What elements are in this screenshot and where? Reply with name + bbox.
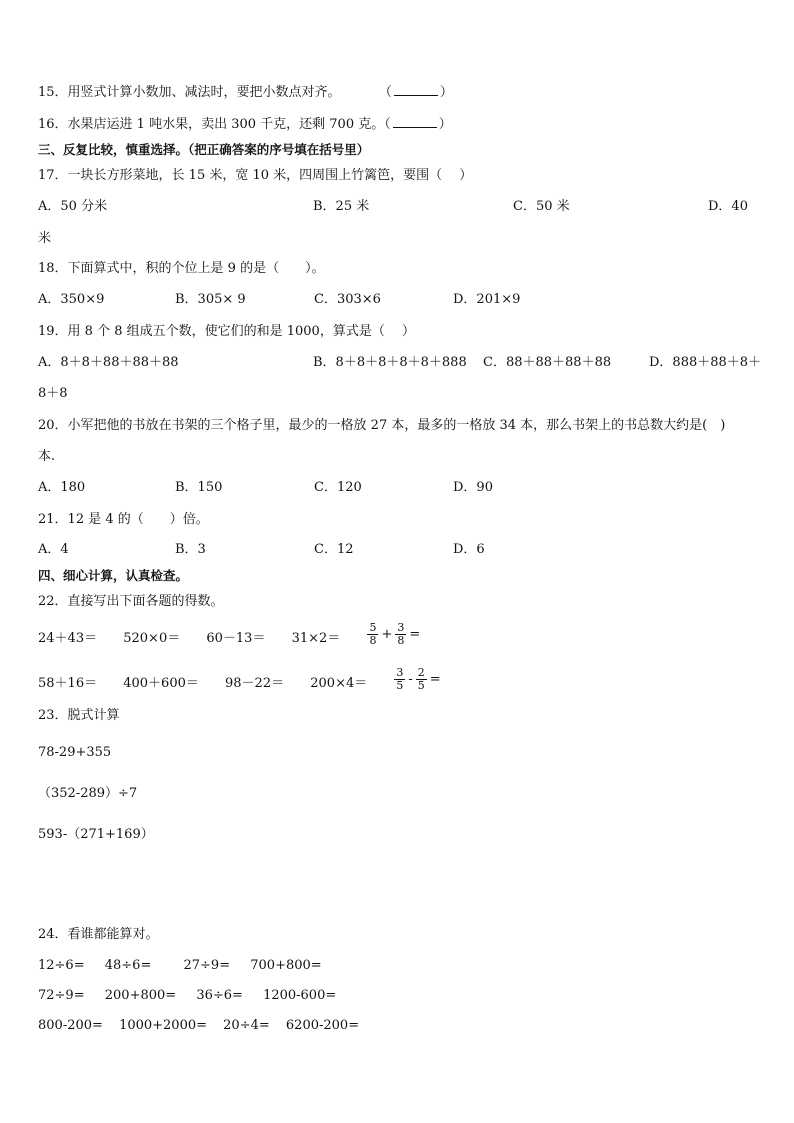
option-b[interactable]: B．25 米 [313,199,370,214]
fraction-expression: $\frac{5}{8}$ + $\frac{3}{8}$ = [369,621,421,647]
question-18: 18．下面算式中，积的个位上是 9 的是（ ）。 [38,261,325,276]
option-a[interactable]: A．8＋8＋88＋88＋88 [38,355,179,370]
option-b[interactable]: B．150 [175,480,223,495]
calc-item: 12÷6= [38,958,85,973]
section-4-heading: 四、细心计算，认真检查。 [38,568,189,583]
answer-bracket-open: （ [384,117,391,132]
answer-bracket-open: （ [378,85,392,100]
calc-item: 72÷9= [38,988,85,1003]
option-a[interactable]: A．180 [38,480,86,495]
calc-item: 24＋43＝ [38,631,98,646]
calc-item: 400＋600＝ [123,676,199,691]
calc-item: 1000+2000= [119,1018,208,1033]
calc-item: 800-200= [38,1018,103,1033]
option-d-wrap: 8＋8 [38,386,68,401]
question-21: 21．12 是 4 的（ ）倍。 [38,512,209,527]
calc-item: 98－22＝ [225,676,285,691]
calc-item: 6200-200= [285,1018,360,1033]
expression-item: （352-289）÷7 [38,786,138,801]
option-b[interactable]: B．8＋8＋8＋8＋8＋888 [313,355,467,370]
option-d[interactable]: D．90 [453,480,493,495]
question-22: 22．直接写出下面各题的得数。 [38,594,224,609]
option-a[interactable]: A．4 [38,542,69,557]
question-16 [38,116,452,133]
fraction-expression: $\frac{3}{5}$ - $\frac{2}{5}$ = [396,666,441,692]
question-15-text: 15．用竖式计算小数加、减法时，要把小数点对齐。 [38,85,341,100]
calc-row-1 [38,958,344,974]
calc-item: 700+800= [250,958,322,973]
calc-item: 31×2＝ [291,631,341,646]
question-19: 19．用 8 个 8 组成五个数，使它们的和是 1000，算式是（ ） [38,324,415,339]
option-c[interactable]: C．50 米 [513,199,570,214]
option-c[interactable]: C．303×6 [314,292,381,307]
calc-item: 27÷9= [183,958,231,973]
calc-item: 200×4＝ [310,676,368,691]
question-24: 24．看谁都能算对。 [38,927,159,942]
option-c[interactable]: C．120 [314,480,362,495]
answer-bracket-close: ） [438,117,452,132]
calc-row-2 [38,666,465,696]
option-d-wrap: 米 [38,231,52,246]
fraction: $\frac{5}{8}$ [369,621,377,647]
calc-item: 48÷6= [104,958,152,973]
option-d[interactable]: D．888＋88＋8＋ [649,355,762,370]
calc-row-2 [38,988,358,1004]
calc-item: 58＋16＝ [38,676,98,691]
calc-row-1 [38,621,444,651]
option-c[interactable]: C．12 [314,542,354,557]
question-15 [38,84,453,101]
question-16-text: 16．水果店运进 1 吨水果，卖出 300 千克，还剩 700 克。 [38,117,385,132]
option-a[interactable]: A．50 分米 [38,199,108,214]
question-23: 23．脱式计算 [38,708,120,723]
calc-item: 520×0＝ [123,631,181,646]
calc-item: 60－13＝ [206,631,266,646]
calc-item: 20÷4= [223,1018,270,1033]
option-b[interactable]: B．3 [175,542,206,557]
expression-item: 593-（271+169） [38,827,154,842]
answer-bracket-close: ） [439,85,453,100]
option-d[interactable]: D．201×9 [453,292,521,307]
answer-blank[interactable] [394,84,438,96]
option-d[interactable]: D．6 [453,542,485,557]
option-a[interactable]: A．350×9 [38,292,105,307]
option-c[interactable]: C．88＋88＋88＋88 [483,355,612,370]
question-20-wrap: 本. [38,449,56,464]
fraction: $\frac{3}{5}$ [396,666,404,692]
option-d[interactable]: D．40 [708,199,748,214]
fraction: $\frac{2}{5}$ [417,666,425,692]
fraction: $\frac{3}{8}$ [397,621,405,647]
question-20: 20．小军把他的书放在书架的三个格子里，最少的一格放 27 本，最多的一格放 34 本，那么书架上的书总数大约是( ) [38,418,726,433]
calc-item: 36÷6= [196,988,243,1003]
calc-item: 200+800= [104,988,177,1003]
section-3-heading: 三、反复比较，慎重选择。（把正确答案的序号填在括号里） [38,142,370,157]
calc-row-3 [38,1018,381,1034]
calc-item: 1200-600= [263,988,337,1003]
expression-item: 78-29+355 [38,745,112,760]
question-17: 17．一块长方形菜地，长 15 米，宽 10 米，四周围上竹篱笆，要围（ ） [38,168,473,183]
answer-blank[interactable] [393,116,437,128]
option-b[interactable]: B．305× 9 [175,292,246,307]
